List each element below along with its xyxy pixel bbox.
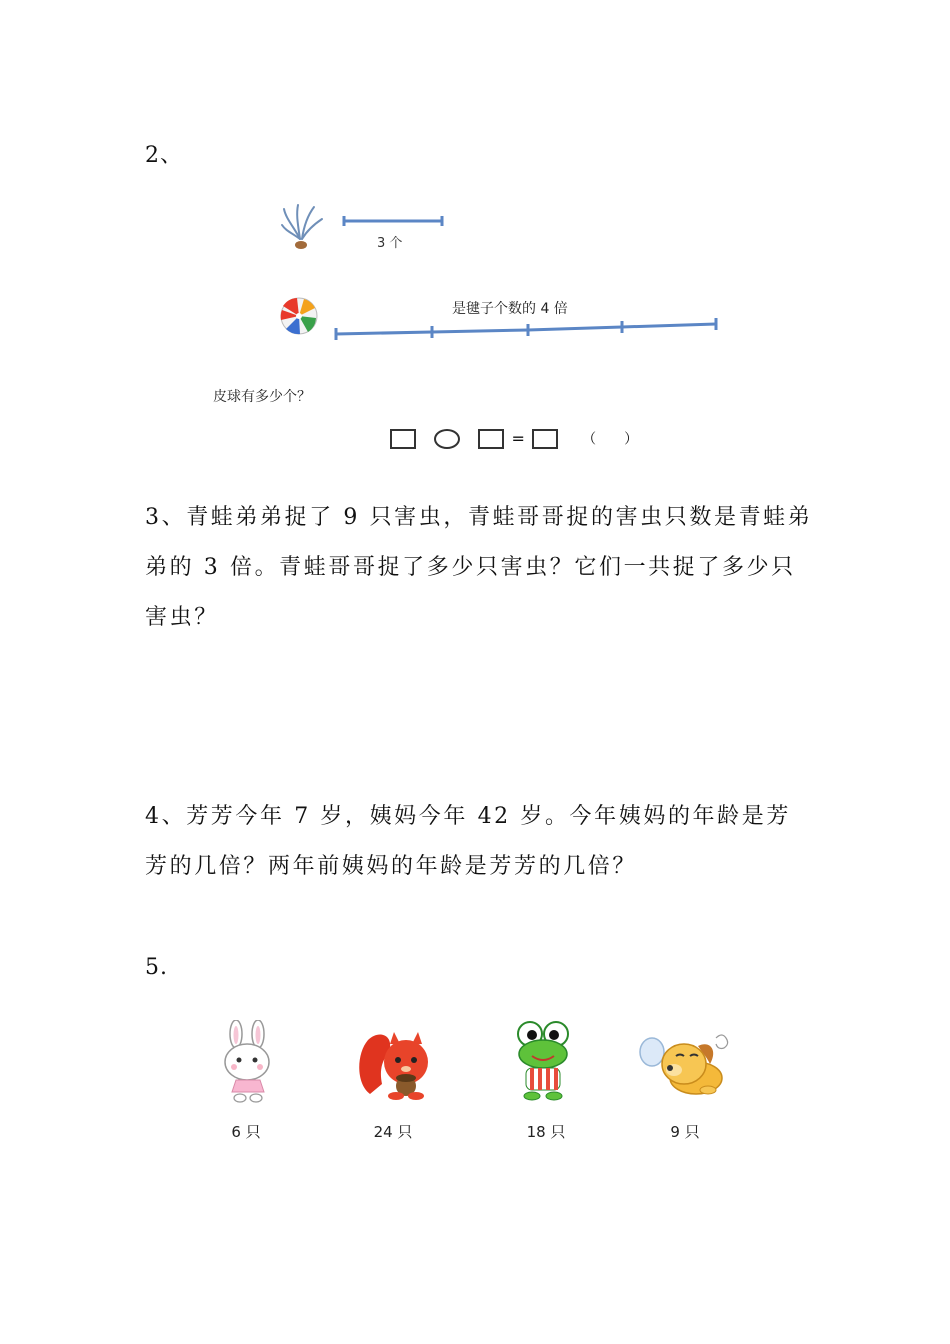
question-3-text: 3、青蛙弟弟捉了 9 只害虫，青蛙哥哥捉的害虫只数是青蛙弟弟的 3 倍。青蛙哥哥捉了多少只害虫？它们一共捉了多少只害虫？ bbox=[145, 505, 813, 630]
dog-icon bbox=[636, 1030, 730, 1100]
ball-icon bbox=[278, 296, 320, 336]
equation-template bbox=[390, 428, 638, 449]
frog-count: 18 只 bbox=[526, 1123, 566, 1141]
question-2-number: 2、 bbox=[145, 143, 183, 168]
question-5-number: 5. bbox=[145, 955, 168, 980]
rabbit-count: 6 只 bbox=[231, 1123, 261, 1141]
q2-question: 皮球有多少个？ bbox=[213, 389, 311, 405]
ball-segments bbox=[332, 316, 724, 342]
shuttlecock-icon bbox=[280, 203, 324, 251]
squirrel-icon bbox=[356, 1024, 436, 1102]
equation-result-box[interactable] bbox=[532, 429, 558, 449]
equals-sign: = bbox=[511, 429, 525, 448]
ball-multiple-label: 是毽子个数的 4 倍 bbox=[452, 301, 568, 317]
shuttlecock-segment bbox=[340, 214, 448, 228]
equation-box-2[interactable] bbox=[478, 429, 504, 449]
dog-count: 9 只 bbox=[670, 1123, 700, 1141]
squirrel-count: 24 只 bbox=[373, 1123, 413, 1141]
question-4-text: 4、芳芳今年 7 岁，姨妈今年 42 岁。今年姨妈的年龄是芳芳的几倍？两年前姨妈的年龄是芳芳的几倍？ bbox=[145, 804, 791, 879]
shuttlecock-count-label: 3 个 bbox=[377, 236, 403, 251]
equation-box-1[interactable] bbox=[390, 429, 416, 449]
equation-operator-circle[interactable] bbox=[434, 429, 460, 449]
rabbit-icon bbox=[216, 1020, 280, 1104]
unit-blank[interactable]: （ ） bbox=[582, 431, 639, 448]
frog-icon bbox=[512, 1020, 574, 1102]
